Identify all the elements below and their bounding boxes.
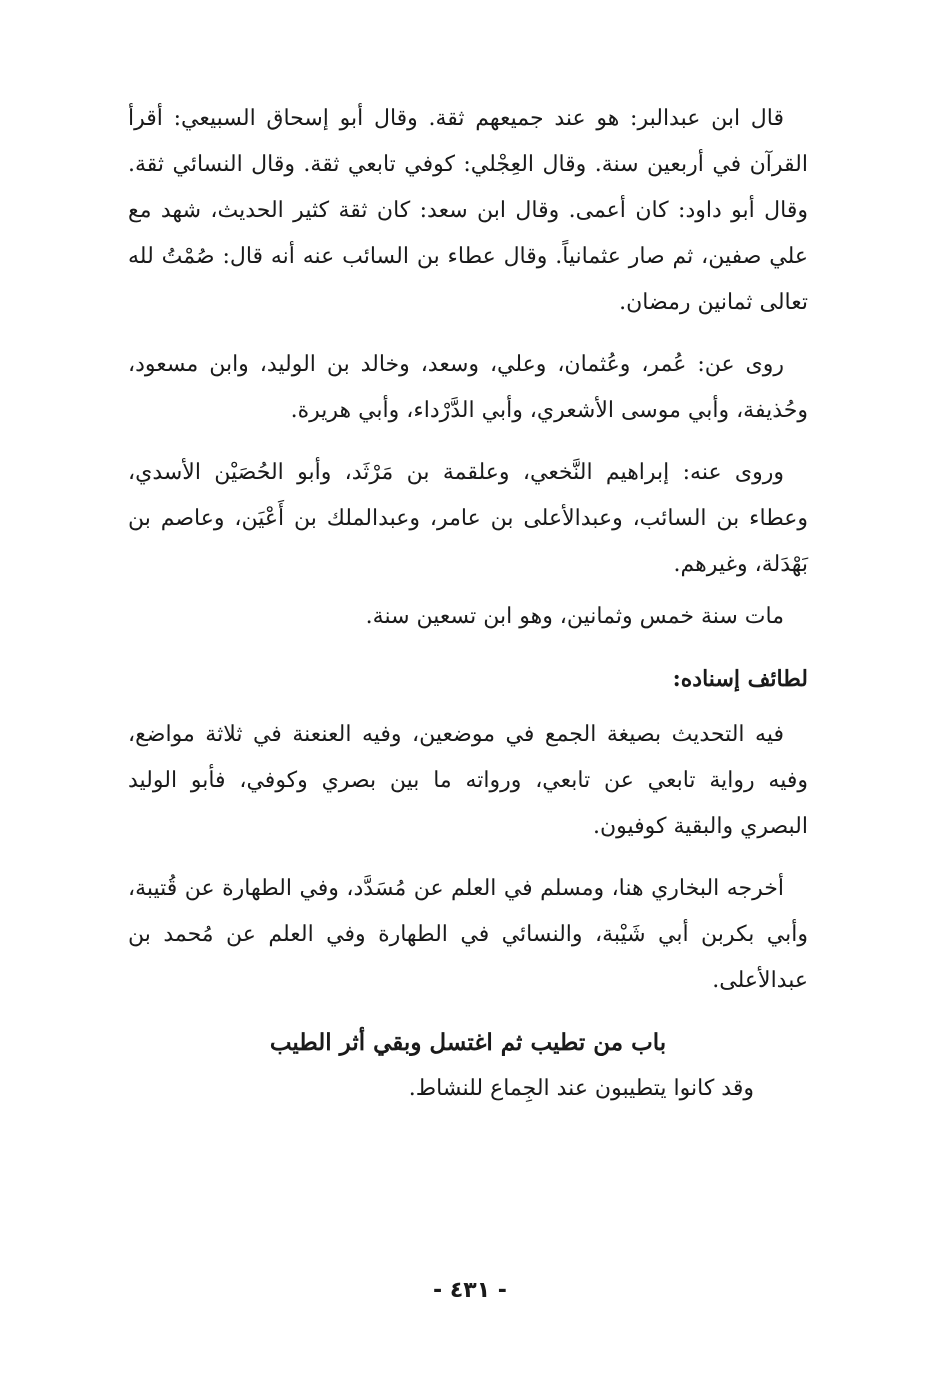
page-number: - ٤٣١ - xyxy=(433,1278,507,1303)
chapter-subtitle: وقد كانوا يتطيبون عند الجِماع للنشاط. xyxy=(408,1076,754,1101)
narrated-from-paragraph: روى عن: عُمر، وعُثمان، وعلي، وسعد، وخالد بن الوليد، وابن مسعود، وحُذيفة، وأبي موسى الأشعري، وأبي الدَّرْداء، وأبي هريرة. xyxy=(128,352,808,423)
narrator-biography-paragraph: قال ابن عبدالبر: هو عند جميعهم ثقة. وقال أبو إسحاق السبيعي: أقرأ القرآن في أربعين سنة. وقال العِجْلي: كوفي تابعي ثقة. وقال النسائي ثقة. وقال أبو داود: كان أعمى. وقال ابن سعد: كان ثقة كثير الحديث، شهد مع علي صفين، ثم صار عثمانياً. وقال عطاء بن السائب عنه أنه قال: صُمْتُ لله تعالى ثمانين رمضان. xyxy=(128,106,808,315)
narrated-by-paragraph: وروى عنه: إبراهيم النَّخعي، وعلقمة بن مَرْثَد، وأبو الحُصَيْن الأسدي، وعطاء بن السائب، وعبدالأعلى بن عامر، وعبدالملك بن أَعْيَن، وعاصم بن بَهْدَلة، وغيرهم. xyxy=(128,460,808,577)
section-heading: لطائف إسناده: xyxy=(672,666,808,692)
isnad-notes-paragraph: فيه التحديث بصيغة الجمع في موضعين، وفيه العنعنة في ثلاثة مواضع، وفيه رواية تابعي عن تابعي، ورواته ما بين بصري وكوفي، فأبو الوليد البصري والبقية كوفيون. xyxy=(128,722,808,839)
death-paragraph: مات سنة خمس وثمانين، وهو ابن تسعين سنة. xyxy=(365,604,784,629)
chapter-title: باب من تطيب ثم اغتسل وبقي أثر الطيب xyxy=(269,1029,667,1056)
takhrij-paragraph: أخرجه البخاري هنا، ومسلم في العلم عن مُسَدَّد، وفي الطهارة عن قُتيبة، وأبي بكربن أبي شَيْبة، والنسائي في الطهارة وفي العلم عن مُحمد بن عبدالأعلى. xyxy=(128,876,808,993)
page-body xyxy=(128,96,808,1112)
